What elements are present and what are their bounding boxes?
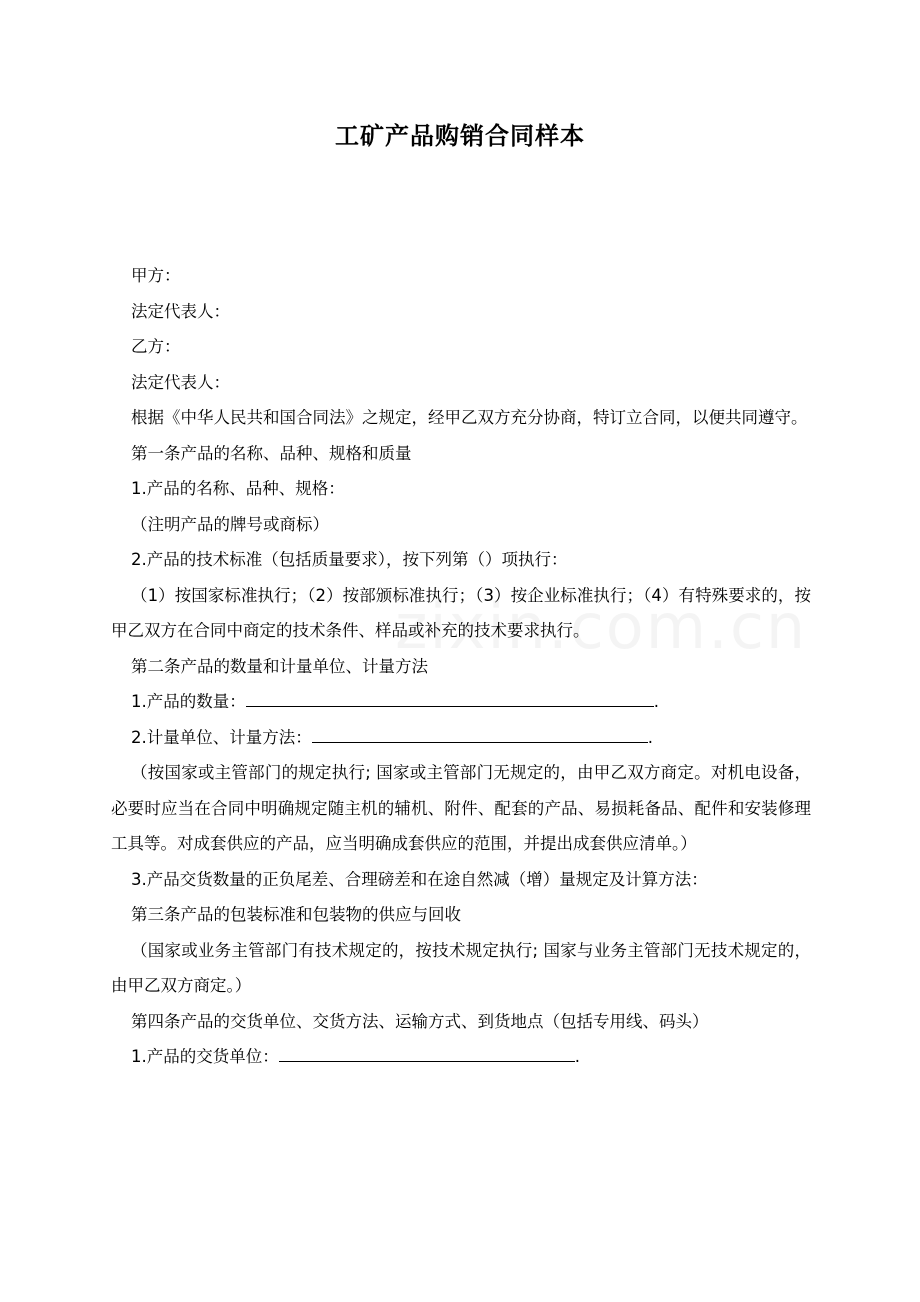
- party-a-representative-line: 法定代表人：: [131, 301, 230, 321]
- quantity-line-end: .: [653, 692, 659, 711]
- article-2-item-1: [111, 684, 811, 720]
- delivery-unit-line-end: .: [574, 1047, 580, 1066]
- quantity-label: 1.产品的数量：: [131, 692, 246, 711]
- article-1-note: （注明产品的牌号或商标）: [131, 514, 329, 534]
- article-2-item-3: 3.产品交货数量的正负尾差、合理磅差和在途自然减（增）量规定及计算方法：: [131, 869, 708, 889]
- party-a-line: 甲方：: [131, 266, 181, 285]
- delivery-unit-label: 1.产品的交货单位：: [131, 1047, 279, 1066]
- document-body: [111, 258, 811, 1075]
- delivery-unit-blank-line: [279, 1047, 575, 1062]
- article-3-heading: 第三条产品的包装标准和包装物的供应与回收: [131, 905, 461, 924]
- document-title: 工矿产品购销合同样本: [335, 122, 585, 150]
- article-4-item-1: [111, 1039, 811, 1075]
- article-2-item-2: [111, 720, 811, 756]
- measurement-label: 2.计量单位、计量方法：: [131, 727, 312, 747]
- measurement-blank-line: [312, 728, 648, 743]
- article-2-heading: 第二条产品的数量和计量单位、计量方法: [131, 656, 428, 676]
- party-b-representative-line: 法定代表人：: [131, 372, 230, 392]
- article-2-note: （按国家或主管部门的规定执行; 国家或主管部门无规定的，由甲乙双方商定。对机电设备，必要时应当在合同中明确规定随主机的辅机、附件、配套的产品、易损耗备品、配件和安装修理工具等。对成套供应的产品，应当明确成套供应的范围，并提出成套供应清单。）: [111, 763, 811, 853]
- article-1-standards-options: （1）按国家标准执行；（2）按部颁标准执行；（3）按企业标准执行；（4）有特殊要求的，按甲乙双方在合同中商定的技术条件、样品或补充的技术要求执行。: [111, 585, 811, 640]
- party-b-line: 乙方：: [131, 337, 181, 356]
- article-1-heading: 第一条产品的名称、品种、规格和质量: [131, 443, 412, 463]
- quantity-blank-line: [246, 692, 654, 707]
- preamble-paragraph: 根据《中华人民共和国合同法》之规定，经甲乙双方充分协商，特订立合同，以便共同遵守。: [131, 408, 808, 427]
- article-4-heading: 第四条产品的交货单位、交货方法、运输方式、到货地点（包括专用线、码头）: [131, 1011, 709, 1031]
- measurement-line-end: .: [647, 727, 653, 747]
- article-1-item-1: 1.产品的名称、品种、规格：: [131, 479, 345, 498]
- article-3-note: （国家或业务主管部门有技术规定的，按技术规定执行; 国家与业务主管部门无技术规定的，由甲乙双方商定。）: [111, 940, 811, 995]
- article-1-item-2: 2.产品的技术标准（包括质量要求），按下列第（）项执行：: [131, 550, 568, 569]
